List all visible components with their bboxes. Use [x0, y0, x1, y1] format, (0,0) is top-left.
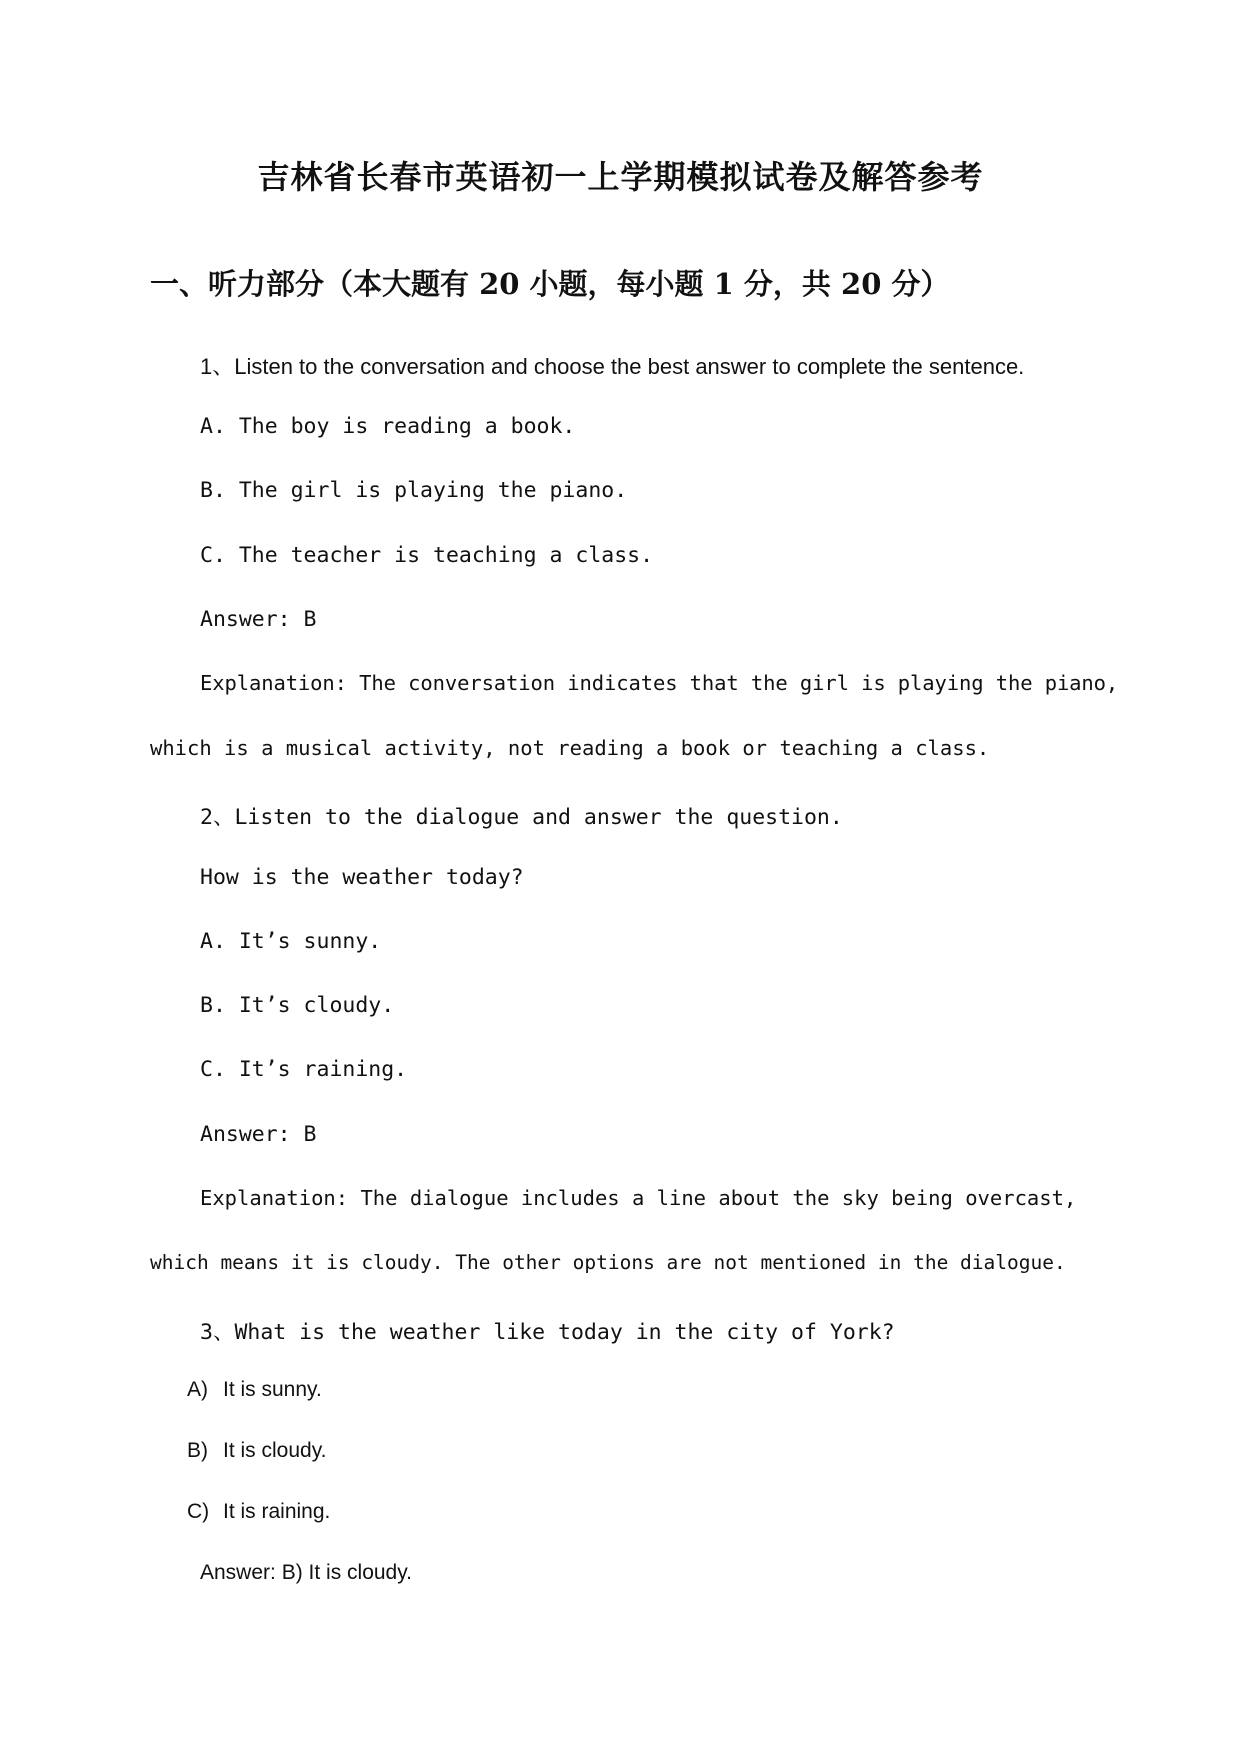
question-3-prompt: 3、What is the weather like today in the city of York?: [200, 1320, 895, 1345]
question-2-option-c: C. It’s raining.: [200, 1057, 408, 1082]
question-1-explanation: Explanation: The conversation indicates that the girl is playing the piano,: [200, 671, 1119, 695]
question-3-option-b: [187, 1439, 326, 1463]
question-2-option-a: A. It’s sunny.: [200, 929, 382, 954]
question-1-answer: Answer: B: [200, 607, 317, 632]
question-3-answer: Answer: B) It is cloudy.: [200, 1561, 413, 1584]
document-title: 吉林省长春市英语初一上学期模拟试卷及解答参考: [257, 158, 984, 196]
question-2-prompt: 2、Listen to the dialogue and answer the question.: [200, 805, 843, 830]
question-1-option-b: B. The girl is playing the piano.: [200, 478, 628, 503]
question-2-explanation: Explanation: The dialogue includes a line about the sky being overcast,: [200, 1186, 1077, 1210]
question-2-answer: Answer: B: [200, 1122, 317, 1147]
question-1-option-c: C. The teacher is teaching a class.: [200, 543, 654, 568]
section-heading: 一、听力部分（本大题有 20 小题，每小题 1 分，共 20 分）: [150, 267, 950, 301]
question-1-prompt: 1、Listen to the conversation and choose the best answer to complete the sentence.: [200, 354, 1025, 379]
question-3-option-a: [187, 1378, 322, 1402]
question-1-explanation-cont: which is a musical activity, not reading a book or teaching a class.: [150, 736, 990, 760]
option-text: It is sunny.: [223, 1378, 322, 1401]
question-1-option-a: A. The boy is reading a book.: [200, 414, 576, 439]
option-letter: C): [187, 1500, 210, 1523]
question-2-question: How is the weather today?: [200, 865, 524, 890]
option-letter: B): [187, 1439, 208, 1462]
question-2-explanation-cont: which means it is cloudy. The other options are not mentioned in the dialogue.: [150, 1251, 1066, 1274]
option-letter: A): [187, 1378, 208, 1401]
option-text: It is raining.: [223, 1500, 331, 1523]
question-2-option-b: B. It’s cloudy.: [200, 993, 395, 1018]
question-3-option-c: [187, 1500, 330, 1524]
option-text: It is cloudy.: [223, 1439, 327, 1462]
